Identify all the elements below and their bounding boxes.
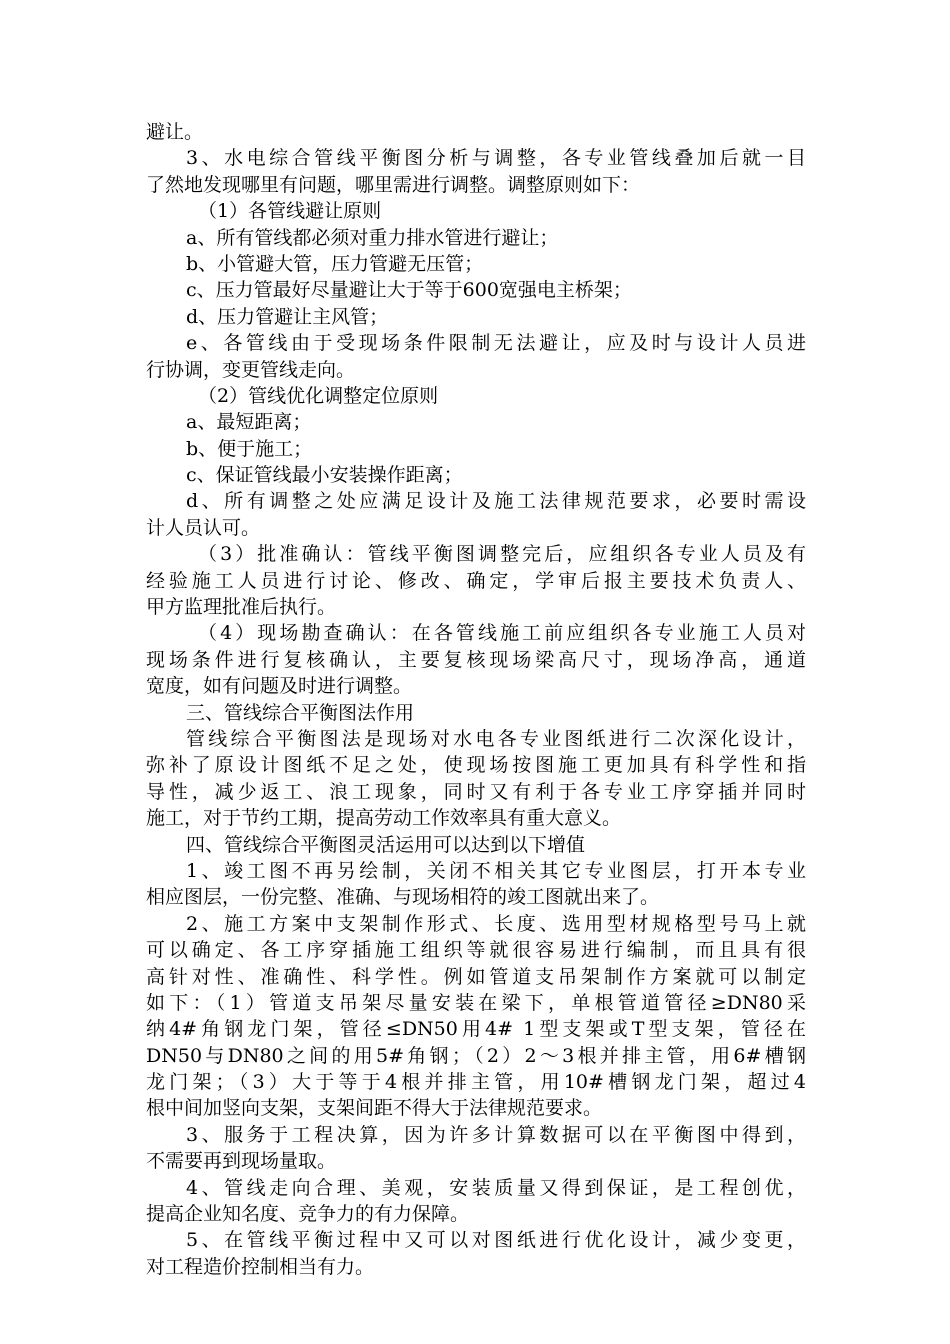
text-line: d、所有调整之处应满足设计及施工法律规范要求，必要时需设 bbox=[186, 490, 806, 513]
text-line: 高针对性、准确性、科学性。例如管道支吊架制作方案就可以制定 bbox=[146, 965, 806, 988]
text-line: 导性，减少返工、浪工现象，同时又有利于各专业工序穿插并同时 bbox=[146, 780, 806, 803]
text-line: 对工程造价控制相当有力。 bbox=[146, 1255, 375, 1278]
text-line: 5、在管线平衡过程中又可以对图纸进行优化设计，减少变更， bbox=[186, 1229, 806, 1252]
text-line: 提高企业知名度、竞争力的有力保障。 bbox=[146, 1203, 470, 1226]
text-line: b、便于施工； bbox=[186, 437, 313, 460]
text-line: 宽度，如有问题及时进行调整。 bbox=[146, 675, 413, 698]
text-line: c、压力管最好尽量避让大于等于600宽强电主桥架； bbox=[186, 279, 632, 302]
text-line: a、所有管线都必须对重力排水管进行避让； bbox=[186, 226, 559, 249]
text-line: （4）现场勘查确认：在各管线施工前应组织各专业施工人员对 bbox=[198, 622, 806, 645]
text-line: 管线综合平衡图法是现场对水电各专业图纸进行二次深化设计， bbox=[186, 727, 806, 750]
text-line: DN50与DN80之间的用5#角钢；（2）2～3根并排主管，用6#槽钢 bbox=[146, 1044, 806, 1067]
text-line: 2、施工方案中支架制作形式、长度、选用型材规格型号马上就 bbox=[186, 912, 806, 935]
text-line: a、最短距离； bbox=[186, 411, 312, 434]
text-line: 龙门架；（3）大于等于4根并排主管，用10#槽钢龙门架，超过4 bbox=[146, 1071, 806, 1094]
text-line: e、各管线由于受现场条件限制无法避让，应及时与设计人员进 bbox=[186, 332, 806, 355]
text-line: 计人员认可。 bbox=[146, 516, 261, 539]
text-line: 3、水电综合管线平衡图分析与调整，各专业管线叠加后就一目 bbox=[186, 147, 806, 170]
text-line: c、保证管线最小安装操作距离； bbox=[186, 464, 463, 487]
text-line: 避让。 bbox=[146, 121, 204, 143]
text-line: 经验施工人员进行讨论、修改、确定，学审后报主要技术负责人、 bbox=[146, 569, 806, 592]
text-line: d、压力管避让主风管； bbox=[186, 305, 389, 328]
text-line: （1）各管线避让原则 bbox=[198, 200, 382, 223]
text-line: （3）批准确认：管线平衡图调整完后，应组织各专业人员及有 bbox=[198, 543, 806, 566]
text-line: b、小管避大管，压力管避无压管； bbox=[186, 252, 484, 275]
text-line: （2）管线优化调整定位原则 bbox=[198, 384, 439, 407]
text-line: 如下：（1）管道支吊架尽量安装在梁下，单根管道管径≥DN80采 bbox=[146, 991, 806, 1014]
document-page bbox=[146, 119, 806, 1280]
text-line: 三、管线综合平衡图法作用 bbox=[186, 701, 415, 724]
text-line: 了然地发现哪里有问题，哪里需进行调整。调整原则如下： bbox=[146, 173, 641, 196]
text-line: 4、管线走向合理、美观，安装质量又得到保证，是工程创优， bbox=[186, 1176, 806, 1199]
text-line: 施工，对于节约工期，提高劳动工作效率具有重大意义。 bbox=[146, 807, 622, 830]
text-line: 甲方监理批准后执行。 bbox=[146, 596, 337, 619]
text-line: 四、管线综合平衡图灵活运用可以达到以下增值 bbox=[186, 833, 586, 856]
text-line: 可以确定、各工序穿插施工组织等就很容易进行编制，而且具有很 bbox=[146, 939, 806, 962]
text-line: 行协调，变更管线走向。 bbox=[146, 358, 356, 381]
text-line: 3、服务于工程决算，因为许多计算数据可以在平衡图中得到， bbox=[186, 1123, 806, 1146]
text-line: 相应图层，一份完整、准确、与现场相符的竣工图就出来了。 bbox=[146, 886, 660, 909]
text-line: 1、竣工图不再另绘制，关闭不相关其它专业图层，打开本专业 bbox=[186, 859, 806, 882]
text-line: 不需要再到现场量取。 bbox=[146, 1150, 337, 1173]
text-line: 弥补了原设计图纸不足之处，使现场按图施工更加具有科学性和指 bbox=[146, 754, 806, 777]
text-line: 根中间加竖向支架，支架间距不得大于法律规范要求。 bbox=[146, 1097, 603, 1120]
text-line: 现场条件进行复核确认，主要复核现场梁高尺寸，现场净高，通道 bbox=[146, 648, 806, 671]
text-line: 纳4#角钢龙门架，管径≤DN50用4# 1型支架或T型支架，管径在 bbox=[146, 1018, 806, 1041]
